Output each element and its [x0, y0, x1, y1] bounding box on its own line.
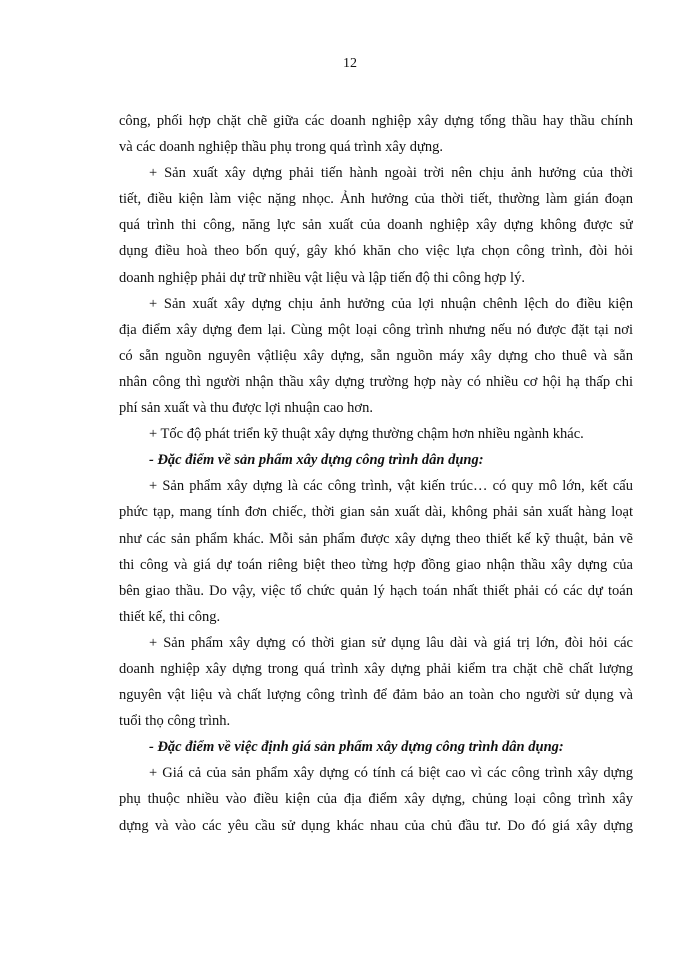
text-line: + Sản xuất xây dựng chịu ảnh hưởng của lợi nhuận chênh lệch do điều kiện: [149, 295, 633, 312]
text-line: như các sản phẩm khác. Mỗi sản phẩm được xây dựng theo thiết kế kỹ thuật, bản vẽ: [119, 530, 633, 547]
page-number: 12: [343, 56, 357, 71]
text-line: doanh nghiệp xây dựng trong quá trình xây dựng phải kiểm tra chặt chẽ chất lượng: [119, 660, 633, 677]
text-line: nhân công thì người nhận thầu xây dựng trường hợp này có nhiều cơ hội hạ thấp chi: [119, 373, 633, 390]
text-line: có sẵn nguồn nguyên vậtliệu xây dựng, sẵn nguồn máy xây dựng cho thuê và sẵn: [119, 347, 633, 364]
section-heading: - Đặc điểm về việc định giá sản phẩm xây dựng công trình dân dụng:: [149, 739, 564, 756]
text-line: + Sản phẩm xây dựng có thời gian sử dụng lâu dài và giá trị lớn, đòi hỏi các: [149, 634, 633, 651]
text-line: địa điểm xây dựng đem lại. Cùng một loại công trình nhưng nếu nó được đặt tại nơi: [119, 321, 633, 338]
text-line: dựng và vào các yêu cầu sử dụng khác nhau của chủ đầu tư. Do đó giá xây dựng: [119, 817, 633, 834]
document-body: [119, 108, 633, 839]
text-line: nguyên vật liệu và chất lượng công trình để đảm bảo an toàn cho người sử dụng và: [119, 687, 633, 704]
text-line: tiết, điều kiện làm việc nặng nhọc. Ảnh hưởng của thời tiết, thường làm gián đoạn: [119, 191, 633, 208]
text-line: dụng điều hoà theo bốn quý, gây khó khăn cho việc lựa chọn công trình, đòi hỏi: [119, 243, 633, 260]
text-line: + Sản xuất xây dựng phải tiến hành ngoài trời nên chịu ảnh hưởng của thời: [149, 165, 633, 182]
text-line: thi công và giá dự toán riêng biệt theo từng hợp đồng giao nhận thầu xây dựng của: [119, 556, 633, 573]
text-line: công, phối hợp chặt chẽ giữa các doanh nghiệp xây dựng tổng thầu hay thầu chính: [119, 113, 633, 129]
text-line: và các doanh nghiệp thầu phụ trong quá trình xây dựng.: [119, 139, 443, 156]
text-line: + Giá cả của sản phẩm xây dựng có tính cá biệt cao vì các công trình xây dựng: [149, 765, 633, 782]
text-line: bên giao thầu. Do vậy, việc tổ chức quản lý hạch toán nhất thiết phải có các dự toán: [119, 582, 633, 599]
text-line: doanh nghiệp phải dự trữ nhiều vật liệu và lập tiến độ thi công hợp lý.: [119, 269, 525, 286]
section-heading: - Đặc điểm về sản phẩm xây dựng công trình dân dụng:: [149, 452, 484, 469]
text-line: tuổi thọ công trình.: [119, 713, 231, 730]
text-line: phụ thuộc nhiều vào điều kiện của địa điểm xây dựng, chủng loại công trình xây: [119, 791, 633, 808]
text-line: thiết kế, thi công.: [119, 608, 221, 625]
text-line: quá trình thi công, năng lực sản xuất của doanh nghiệp xây dựng không được sử: [119, 217, 633, 234]
text-line: + Tốc độ phát triển kỹ thuật xây dựng thường chậm hơn nhiều ngành khác.: [149, 426, 584, 443]
text-line: phí sản xuất và thu được lợi nhuận cao hơn.: [119, 400, 373, 417]
text-line: + Sản phẩm xây dựng là các công trình, vật kiến trúc… có quy mô lớn, kết cấu: [149, 478, 633, 495]
text-line: phức tạp, mang tính đơn chiếc, thời gian sản xuất dài, không phải sản xuất hàng loạt: [119, 504, 633, 521]
